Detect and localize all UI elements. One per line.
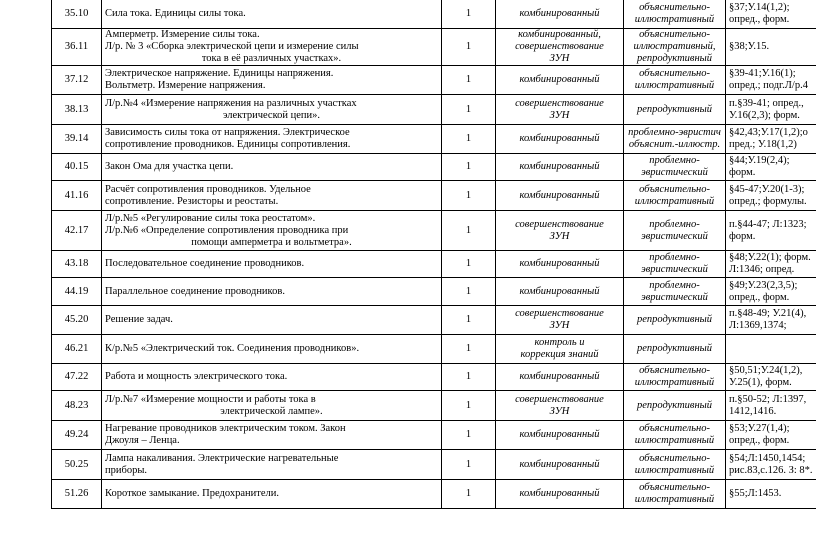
type-line: совершенствование	[515, 308, 604, 319]
method-line: проблемно-	[649, 279, 700, 291]
lesson-hours: 1	[442, 251, 496, 278]
lesson-type	[496, 421, 624, 450]
lesson-type	[496, 211, 624, 251]
topic-line: Л/р.№5 «Регулирование силы тока реостатом».	[105, 212, 316, 224]
topic-line: Амперметр. Измерение силы тока.	[105, 29, 260, 40]
homework	[726, 278, 816, 306]
hw-line: п.§48-49; У.21(4),	[729, 308, 807, 319]
lesson-hours: 1	[442, 211, 496, 251]
teaching-method	[624, 251, 726, 278]
method-line: иллюстративный,	[633, 41, 716, 52]
type-line: коррекция знаний	[520, 349, 599, 360]
lesson-type	[496, 95, 624, 125]
homework	[726, 391, 816, 421]
lesson-type	[496, 278, 624, 306]
lesson-type	[496, 251, 624, 278]
homework	[726, 211, 816, 251]
lesson-hours: 1	[442, 421, 496, 450]
lesson-type	[496, 154, 624, 181]
teaching-method	[624, 278, 726, 306]
topic-line: Закон Ома для участка цепи.	[105, 161, 234, 172]
topic-line: Короткое замыкание. Предохранители.	[105, 488, 279, 499]
table-row	[52, 480, 816, 509]
teaching-method	[624, 335, 726, 364]
type-line: ЗУН	[549, 320, 570, 331]
lesson-type	[496, 181, 624, 211]
teaching-method	[624, 95, 726, 125]
lesson-type	[496, 29, 624, 66]
homework	[726, 95, 816, 125]
teaching-method	[624, 421, 726, 450]
method-line: объяснительно-	[639, 452, 710, 464]
lesson-number: 45.20	[52, 306, 102, 335]
table-row	[52, 66, 816, 95]
type-line: комбинированный	[519, 7, 600, 19]
lesson-hours: 1	[442, 29, 496, 66]
hw-line: опред.; подг.Л/р.4	[729, 80, 808, 91]
table-row	[52, 181, 816, 211]
type-line: комбинированный	[519, 429, 600, 440]
lesson-number: 37.12	[52, 66, 102, 95]
table-row	[52, 306, 816, 335]
lesson-number: 44.19	[52, 278, 102, 306]
lesson-type	[496, 306, 624, 335]
hw-line: У.25(1), форм.	[729, 377, 792, 388]
topic-line: тока в её различных участках».	[201, 53, 342, 64]
homework	[726, 364, 816, 391]
method-line: иллюстративный	[634, 80, 715, 91]
table-row	[52, 391, 816, 421]
lesson-type	[496, 450, 624, 480]
method-line: репродуктивный	[636, 53, 713, 64]
type-line: ЗУН	[549, 109, 570, 121]
method-line: эвристический	[641, 264, 708, 275]
lesson-hours: 1	[442, 306, 496, 335]
hw-line: §37;У.14(1,2);	[729, 1, 790, 13]
method-line: объяснительно-	[639, 423, 710, 434]
method-line: репродуктивный	[636, 399, 713, 411]
type-line: ЗУН	[549, 230, 570, 242]
method-line: объяснительно-	[639, 29, 710, 40]
table-row	[52, 278, 816, 306]
topic-line: приборы.	[105, 464, 148, 476]
table-row	[52, 450, 816, 480]
type-line: комбинированный	[519, 258, 600, 269]
method-line: иллюстративный	[634, 435, 715, 446]
lesson-number: 36.11	[52, 29, 102, 66]
lesson-hours: 1	[442, 66, 496, 95]
type-line: комбинированный	[519, 458, 600, 470]
hw-line: п.§39-41; опред.,	[729, 97, 804, 109]
table-row	[52, 154, 816, 181]
lesson-topic	[102, 251, 442, 278]
table-row	[52, 335, 816, 364]
hw-line: опред., форм.	[729, 435, 790, 446]
hw-line: опред., форм.	[729, 13, 790, 25]
lesson-number: 38.13	[52, 95, 102, 125]
hw-line: Л:1369,1374;	[729, 320, 787, 331]
lesson-number: 43.18	[52, 251, 102, 278]
topic-line: Л/р.№4 «Измерение напряжения на различных участках	[105, 97, 357, 109]
type-line: совершенствование	[515, 218, 604, 230]
topic-line: Решение задач.	[105, 314, 173, 325]
topic-line: К/р.№5 «Электрический ток. Соединения проводников».	[105, 343, 360, 354]
homework	[726, 251, 816, 278]
method-line: эвристический	[641, 230, 708, 242]
lesson-topic	[102, 181, 442, 211]
teaching-method	[624, 480, 726, 509]
hw-line: §50,51;У.24(1,2),	[729, 365, 803, 376]
type-line: комбинированный,	[518, 29, 601, 40]
teaching-method	[624, 125, 726, 154]
lesson-topic	[102, 335, 442, 364]
lesson-number: 39.14	[52, 125, 102, 154]
method-line: объяснительно-	[639, 1, 710, 13]
table-row	[52, 421, 816, 450]
method-line: объяснительно-	[639, 183, 710, 195]
method-line: объяснительно-	[639, 482, 710, 493]
method-line: объяснительно-	[639, 365, 710, 376]
lesson-type	[496, 0, 624, 29]
hw-line: §49;У.23(2,3,5);	[729, 279, 798, 291]
lesson-hours: 1	[442, 391, 496, 421]
homework	[726, 450, 816, 480]
type-line: совершенствование	[515, 41, 604, 52]
table-row	[52, 95, 816, 125]
method-line: объяснит.-иллюстр.	[628, 139, 721, 150]
method-line: объяснительно-	[639, 68, 710, 79]
hw-line: §42,43;У.17(1,2);о	[729, 127, 808, 138]
lesson-type	[496, 125, 624, 154]
method-line: проблемно-эвристич	[628, 127, 721, 138]
type-line: ЗУН	[549, 53, 570, 64]
topic-line: Л/р. № 3 «Сборка электрической цепи и измерение силы	[105, 41, 359, 52]
teaching-method	[624, 154, 726, 181]
lesson-topic	[102, 66, 442, 95]
hw-line: §39-41;У.16(1);	[729, 68, 796, 79]
hw-line: пред.; У.18(1,2)	[729, 139, 797, 150]
lesson-number: 47.22	[52, 364, 102, 391]
lesson-topic	[102, 29, 442, 66]
topic-line: Зависимость силы тока от напряжения. Электрическое	[105, 127, 350, 138]
method-line: иллюстративный	[634, 195, 715, 207]
lesson-topic	[102, 480, 442, 509]
lesson-topic	[102, 391, 442, 421]
table-row	[52, 211, 816, 251]
lesson-hours: 1	[442, 364, 496, 391]
lesson-topic	[102, 306, 442, 335]
method-line: иллюстративный	[634, 464, 715, 476]
topic-line: помощи амперметра и вольтметра».	[191, 236, 352, 248]
type-line: комбинированный	[519, 371, 600, 382]
homework	[726, 125, 816, 154]
topic-line: электрической цепи».	[222, 109, 321, 121]
homework	[726, 0, 816, 29]
lesson-topic	[102, 278, 442, 306]
topic-line: сопротивление проводников. Единицы сопротивления.	[105, 139, 351, 150]
lesson-number: 48.23	[52, 391, 102, 421]
lesson-number: 46.21	[52, 335, 102, 364]
lesson-hours: 1	[442, 125, 496, 154]
hw-line: п.§50-52; Л:1397,	[729, 393, 807, 405]
topic-line: Джоуля – Ленца.	[105, 435, 180, 446]
table-row	[52, 364, 816, 391]
hw-line: опред., форм.	[729, 291, 790, 303]
topic-line: Л/р.№6 «Определение сопротивления проводника при	[105, 224, 349, 236]
lesson-number: 40.15	[52, 154, 102, 181]
topic-line: электрической лампе».	[220, 405, 323, 417]
method-line: репродуктивный	[636, 314, 713, 325]
topic-line: Сила тока. Единицы силы тока.	[105, 7, 246, 19]
method-line: иллюстративный	[634, 494, 715, 505]
topic-line: Нагревание проводников электрическим током. Закон	[105, 423, 346, 434]
topic-line: Электрическое напряжение. Единицы напряжения.	[105, 68, 334, 79]
hw-line: §53;У.27(1,4);	[729, 423, 790, 434]
method-line: проблемно-	[649, 218, 700, 230]
hw-line: форм.	[729, 230, 756, 242]
table-row	[52, 0, 816, 29]
teaching-method	[624, 364, 726, 391]
hw-line: п.§44-47; Л:1323;	[729, 218, 807, 230]
hw-line: §44;У.19(2,4);	[729, 155, 790, 166]
method-line: проблемно-	[649, 252, 700, 263]
lesson-topic	[102, 421, 442, 450]
type-line: комбинированный	[519, 189, 600, 201]
hw-line: §48;У.22(1); форм.	[729, 252, 811, 263]
teaching-method	[624, 391, 726, 421]
lesson-number: 51.26	[52, 480, 102, 509]
lesson-hours: 1	[442, 450, 496, 480]
lesson-type	[496, 364, 624, 391]
lesson-number: 35.10	[52, 0, 102, 29]
lesson-topic	[102, 0, 442, 29]
homework	[726, 181, 816, 211]
lesson-type	[496, 480, 624, 509]
teaching-method	[624, 66, 726, 95]
teaching-method	[624, 0, 726, 29]
lesson-type	[496, 335, 624, 364]
homework	[726, 335, 816, 364]
hw-line: форм.	[729, 167, 756, 178]
method-line: иллюстративный	[634, 377, 715, 388]
type-line: комбинированный	[519, 133, 600, 144]
lesson-hours: 1	[442, 0, 496, 29]
teaching-method	[624, 181, 726, 211]
type-line: комбинированный	[519, 488, 600, 499]
teaching-method	[624, 29, 726, 66]
table-row	[52, 29, 816, 66]
hw-line: §38;У.15.	[729, 41, 770, 52]
type-line: комбинированный	[519, 74, 600, 85]
lesson-type	[496, 66, 624, 95]
homework	[726, 66, 816, 95]
hw-line: §55;Л:1453.	[729, 488, 782, 499]
topic-line: Вольтметр. Измерение напряжения.	[105, 80, 266, 91]
lesson-number: 42.17	[52, 211, 102, 251]
type-line: совершенствование	[515, 393, 604, 405]
hw-line: У.16(2,3); форм.	[729, 109, 800, 121]
lesson-topic	[102, 450, 442, 480]
homework	[726, 154, 816, 181]
method-line: эвристический	[641, 167, 708, 178]
lesson-topic	[102, 364, 442, 391]
type-line: совершенствование	[515, 97, 604, 109]
topic-line: Последовательное соединение проводников.	[105, 258, 305, 269]
homework	[726, 306, 816, 335]
hw-line: §54;Л:1450,1454;	[729, 452, 806, 464]
hw-line: §45-47;У.20(1-3);	[729, 183, 805, 195]
hw-line: Л:1346; опред.	[729, 264, 795, 275]
homework	[726, 29, 816, 66]
lesson-hours: 1	[442, 480, 496, 509]
homework	[726, 480, 816, 509]
lesson-number: 41.16	[52, 181, 102, 211]
lesson-topic	[102, 154, 442, 181]
lesson-number: 50.25	[52, 450, 102, 480]
lesson-topic	[102, 95, 442, 125]
lesson-number: 49.24	[52, 421, 102, 450]
teaching-method	[624, 450, 726, 480]
hw-line: опред.; формулы.	[729, 195, 807, 207]
topic-line: Лампа накаливания. Электрические нагревательные	[105, 452, 339, 464]
hw-line: 1412,1416.	[729, 405, 777, 417]
hw-line: рис.83,с.126. З: 8*.	[729, 464, 813, 476]
table-row	[52, 125, 816, 154]
teaching-method	[624, 211, 726, 251]
topic-line: Параллельное соединение проводников.	[105, 285, 285, 297]
method-line: репродуктивный	[636, 343, 713, 354]
teaching-method	[624, 306, 726, 335]
topic-line: Работа и мощность электрического тока.	[105, 371, 288, 382]
lesson-hours: 1	[442, 154, 496, 181]
table-row	[52, 251, 816, 278]
type-line: ЗУН	[549, 405, 570, 417]
lesson-hours: 1	[442, 335, 496, 364]
type-line: комбинированный	[519, 161, 600, 172]
method-line: эвристический	[641, 291, 708, 303]
lesson-topic	[102, 125, 442, 154]
lesson-topic	[102, 211, 442, 251]
lesson-hours: 1	[442, 95, 496, 125]
homework	[726, 421, 816, 450]
lesson-type	[496, 391, 624, 421]
topic-line: Л/р.№7 «Измерение мощности и работы тока в	[105, 393, 316, 405]
lesson-hours: 1	[442, 181, 496, 211]
type-line: контроль и	[534, 337, 585, 348]
topic-line: Расчёт сопротивления проводников. Удельное	[105, 183, 311, 195]
method-line: иллюстративный	[634, 13, 715, 25]
lesson-plan-table	[51, 0, 816, 509]
method-line: репродуктивный	[636, 103, 713, 115]
topic-line: сопротивление. Резисторы и реостаты.	[105, 195, 279, 207]
type-line: комбинированный	[519, 285, 600, 297]
lesson-hours: 1	[442, 278, 496, 306]
method-line: проблемно-	[649, 155, 700, 166]
